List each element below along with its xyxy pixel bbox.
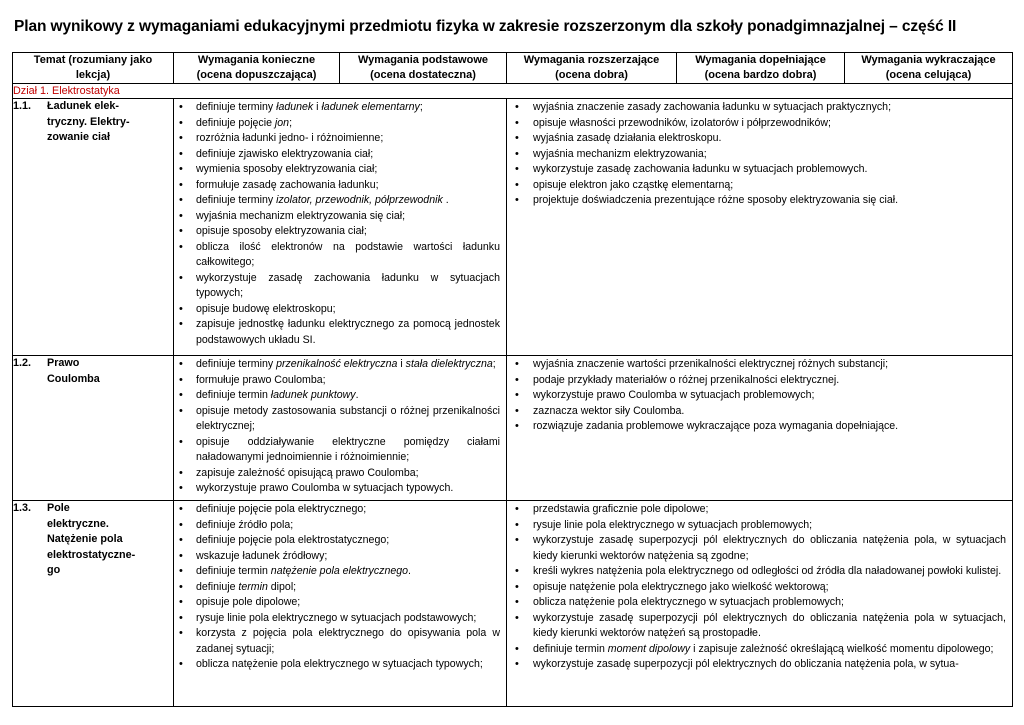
list-item: • przedstawia graficznie pole dipolowe; (509, 502, 1006, 518)
list-item: • definiuje termin dipol; (176, 580, 500, 596)
list-item: • oblicza natężenie pola elektrycznego w sytuacjach problemowych; (509, 595, 1006, 611)
list-item: • wykorzystuje zasadę zachowania ładunku w sytuacjach problemowych. (509, 162, 1006, 178)
list-item: • oblicza natężenie pola elektrycznego w sytuacjach typowych; (176, 657, 500, 673)
list-item: • wykorzystuje prawo Coulomba w sytuacjach typowych. (176, 481, 500, 497)
requirements-list (507, 501, 1012, 673)
list-item: • korzysta z pojęcia pola elektrycznego do opisywania pola w zadanej sytuacji; (176, 626, 500, 657)
list-item: • definiuje terminy przenikalność elektryczna i stała dielektryczna; (176, 357, 500, 373)
list-item: • zapisuje zależność opisującą prawo Coulomba; (176, 466, 500, 482)
requirements-list (174, 356, 506, 497)
list-item: • definiuje termin natężenie pola elektrycznego. (176, 564, 500, 580)
list-item: • definiuje źródło pola; (176, 518, 500, 534)
topic-cell (13, 356, 174, 501)
list-item: • wykorzystuje prawo Coulomba w sytuacjach problemowych; (509, 388, 1006, 404)
list-item: • opisuje metody zastosowania substancji o różnej przenikalności elektrycznej; (176, 404, 500, 435)
list-item: • zapisuje jednostkę ładunku elektrycznego za pomocą jednostek podstawowych układu SI. (176, 317, 500, 348)
list-item: • rozwiązuje zadania problemowe wykraczające poza wymagania dopełniające. (509, 419, 1006, 435)
list-item: • zaznacza wektor siły Coulomba. (509, 404, 1006, 420)
basic-requirements-cell (174, 99, 507, 356)
page-title: Plan wynikowy z wymaganiami edukacyjnymi przedmiotu fizyka w zakresie rozszerzonym dla szkoły ponadgimnazjalnej – część II (14, 18, 957, 35)
list-item: • definiuje terminy izolator, przewodnik, półprzewodnik . (176, 193, 500, 209)
list-item: • wykorzystuje zasadę zachowania ładunku w sytuacjach typowych; (176, 271, 500, 302)
list-item: • rozróżnia ładunki jedno- i różnoimienne; (176, 131, 500, 147)
table-header-row (13, 53, 1013, 84)
list-item: • formułuje zasadę zachowania ładunku; (176, 178, 500, 194)
list-item: • wyjaśnia znaczenie wartości przenikalności elektrycznej różnych substancji; (509, 357, 1006, 373)
list-item: • wskazuje ładunek źródłowy; (176, 549, 500, 565)
header-exceeding: Wymagania wykraczające (ocena celująca) (845, 53, 1013, 84)
list-item: • opisuje oddziaływanie elektryczne pomiędzy ciałami naładowanymi jednoimiennie i różnoimiennie; (176, 435, 500, 466)
list-item: • podaje przykłady materiałów o różnej przenikalności elektrycznej. (509, 373, 1006, 389)
list-item: • rysuje linie pola elektrycznego w sytuacjach podstawowych; (176, 611, 500, 627)
list-item: • definiuje termin ładunek punktowy. (176, 388, 500, 404)
requirements-table (12, 52, 1013, 707)
list-item: • kreśli wykres natężenia pola elektrycznego od odległości od źródła dla naładowanej powłoki kulistej. (509, 564, 1006, 580)
topic-cell (13, 99, 174, 356)
list-item: • opisuje natężenie pola elektrycznego jako wielkość wektorową; (509, 580, 1006, 596)
topic-number: 1.3. (13, 502, 32, 514)
header-extended: Wymagania rozszerzające (ocena dobra) (507, 53, 677, 84)
section-title: Dział 1. Elektrostatyka (13, 84, 1013, 99)
list-item: • formułuje prawo Coulomba; (176, 373, 500, 389)
list-item: • definiuje termin moment dipolowy i zapisuje zależność określającą wielkość momentu dipolowego; (509, 642, 1006, 658)
basic-requirements-cell (174, 501, 507, 707)
list-item: • rysuje linie pola elektrycznego w sytuacjach problemowych; (509, 518, 1006, 534)
advanced-requirements-cell (507, 99, 1013, 356)
topic-number: 1.1. (13, 100, 32, 112)
list-item: • wyjaśnia mechanizm elektryzowania się ciał; (176, 209, 500, 225)
topic-name: Ładunek elek- tryczny. Elektry- zowanie ciał (47, 100, 130, 143)
topic-number: 1.2. (13, 357, 32, 369)
list-item: • opisuje własności przewodników, izolatorów i półprzewodników; (509, 116, 1006, 132)
list-item: • projektuje doświadczenia prezentujące różne sposoby elektryzowania się ciał. (509, 193, 1006, 209)
list-item: • definiuje terminy ładunek i ładunek elementarny; (176, 100, 500, 116)
list-item: • wyjaśnia zasadę działania elektroskopu. (509, 131, 1006, 147)
header-topic: Temat (rozumiany jako lekcja) (13, 53, 174, 84)
header-complementary: Wymagania dopełniające (ocena bardzo dobra) (677, 53, 845, 84)
topic-cell (13, 501, 174, 707)
basic-requirements-cell (174, 356, 507, 501)
list-item: • definiuje zjawisko elektryzowania ciał; (176, 147, 500, 163)
topic-name: Prawo Coulomba (47, 357, 100, 385)
table-row (13, 356, 1013, 501)
list-item: • definiuje pojęcie jon; (176, 116, 500, 132)
list-item: • oblicza ilość elektronów na podstawie wartości ładunku całkowitego; (176, 240, 500, 271)
requirements-list (507, 99, 1012, 209)
topic-name: Pole elektryczne. Natężenie pola elektrostatyczne- go (47, 502, 136, 576)
list-item: • definiuje pojęcie pola elektrostatycznego; (176, 533, 500, 549)
list-item: • wykorzystuje zasadę superpozycji pól elektrycznych do obliczania natężenia pola, w sytua- (509, 657, 1006, 673)
list-item: • opisuje elektron jako cząstkę elementarną; (509, 178, 1006, 194)
list-item: • definiuje pojęcie pola elektrycznego; (176, 502, 500, 518)
list-item: • wykorzystuje zasadę superpozycji pól elektrycznych do obliczania natężenia pola w sytuacjach, kiedy kierunki wektorów natężeń są prostopadłe. (509, 611, 1006, 642)
table-row (13, 501, 1013, 707)
list-item: • opisuje sposoby elektryzowania ciał; (176, 224, 500, 240)
requirements-list (174, 99, 506, 348)
advanced-requirements-cell (507, 501, 1013, 707)
list-item: • wyjaśnia mechanizm elektryzowania; (509, 147, 1006, 163)
list-item: • wymienia sposoby elektryzowania ciał; (176, 162, 500, 178)
advanced-requirements-cell (507, 356, 1013, 501)
list-item: • opisuje budowę elektroskopu; (176, 302, 500, 318)
requirements-list (174, 501, 506, 673)
header-basic: Wymagania podstawowe (ocena dostateczna) (340, 53, 507, 84)
table-row (13, 99, 1013, 356)
list-item: • opisuje pole dipolowe; (176, 595, 500, 611)
requirements-list (507, 356, 1012, 435)
header-required: Wymagania konieczne (ocena dopuszczająca) (174, 53, 340, 84)
list-item: • wykorzystuje zasadę superpozycji pól elektrycznych do obliczania natężenia pola, w sytuacjach kiedy kierunki wektorów natężenia są zgodne; (509, 533, 1006, 564)
section-row (13, 84, 1013, 99)
list-item: • wyjaśnia znaczenie zasady zachowania ładunku w sytuacjach praktycznych; (509, 100, 1006, 116)
